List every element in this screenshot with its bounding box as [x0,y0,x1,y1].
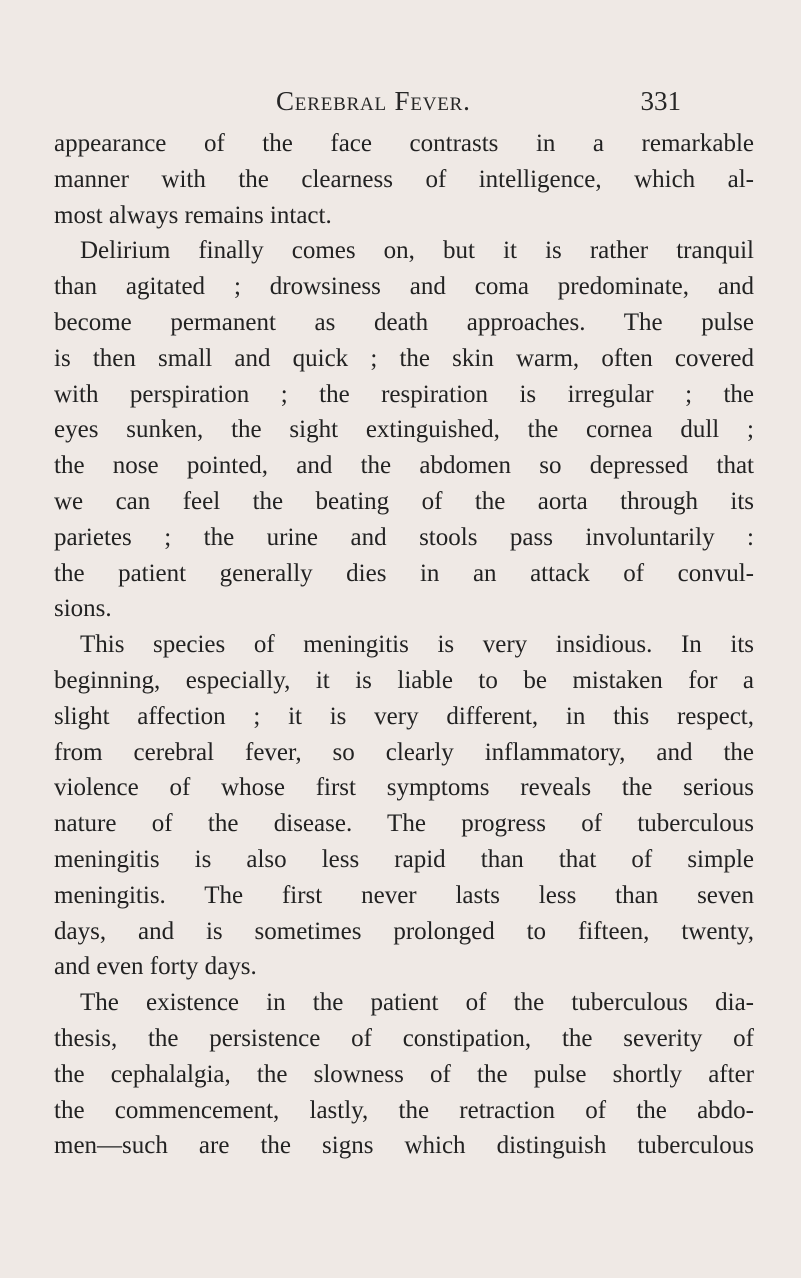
text-line: meningitis. The first never lasts less than seven [54,881,754,909]
text-line: days, and is sometimes prolonged to fifteen, twenty, [54,917,754,945]
text-line: men—such are the signs which distinguish tuberculous [54,1132,754,1160]
text-line: we can feel the beating of the aorta through its [54,487,754,515]
text-line: and even forty days. [54,953,257,981]
text-line: the nose pointed, and the abdomen so depressed that [54,452,754,480]
text-line: the commencement, lastly, the retraction of the abdo- [54,1096,754,1124]
text-line: than agitated ; drowsiness and coma predominate, and [54,273,754,301]
text-line: Delirium finally comes on, but it is rather tranquil [80,237,754,265]
running-head [276,86,681,120]
text-line: manner with the clearness of intelligence, which al- [54,165,754,193]
text-line: parietes ; the urine and stools pass involuntarily : [54,523,754,551]
text-line: This species of meningitis is very insidious. In its [80,631,754,659]
text-line: thesis, the persistence of constipation, the severity of [54,1024,754,1052]
text-line: beginning, especially, it is liable to be mistaken for a [54,666,754,694]
text-line: most always remains intact. [54,201,332,229]
text-line: slight affection ; it is very different, in this respect, [54,702,754,730]
running-title: Cerebral Fever. [276,86,471,116]
text-line: nature of the disease. The progress of tuberculous [54,810,754,838]
body-text [54,126,754,1164]
text-line: is then small and quick ; the skin warm, often covered [54,344,754,372]
text-line: The existence in the patient of the tuberculous dia- [80,989,754,1017]
text-line: the cephalalgia, the slowness of the pulse shortly after [54,1060,754,1088]
page-number: 331 [640,86,681,116]
text-line: the patient generally dies in an attack of convul- [54,559,754,587]
text-line: violence of whose first symptoms reveals the serious [54,774,754,802]
text-line: from cerebral fever, so clearly inflammatory, and the [54,738,754,766]
text-line: sions. [54,595,112,623]
text-line: become permanent as death approaches. The pulse [54,308,754,336]
text-line: appearance of the face contrasts in a remarkable [54,130,754,157]
text-line: meningitis is also less rapid than that of simple [54,845,754,873]
text-line: with perspiration ; the respiration is irregular ; the [54,380,754,408]
text-line: eyes sunken, the sight extinguished, the cornea dull ; [54,416,754,444]
